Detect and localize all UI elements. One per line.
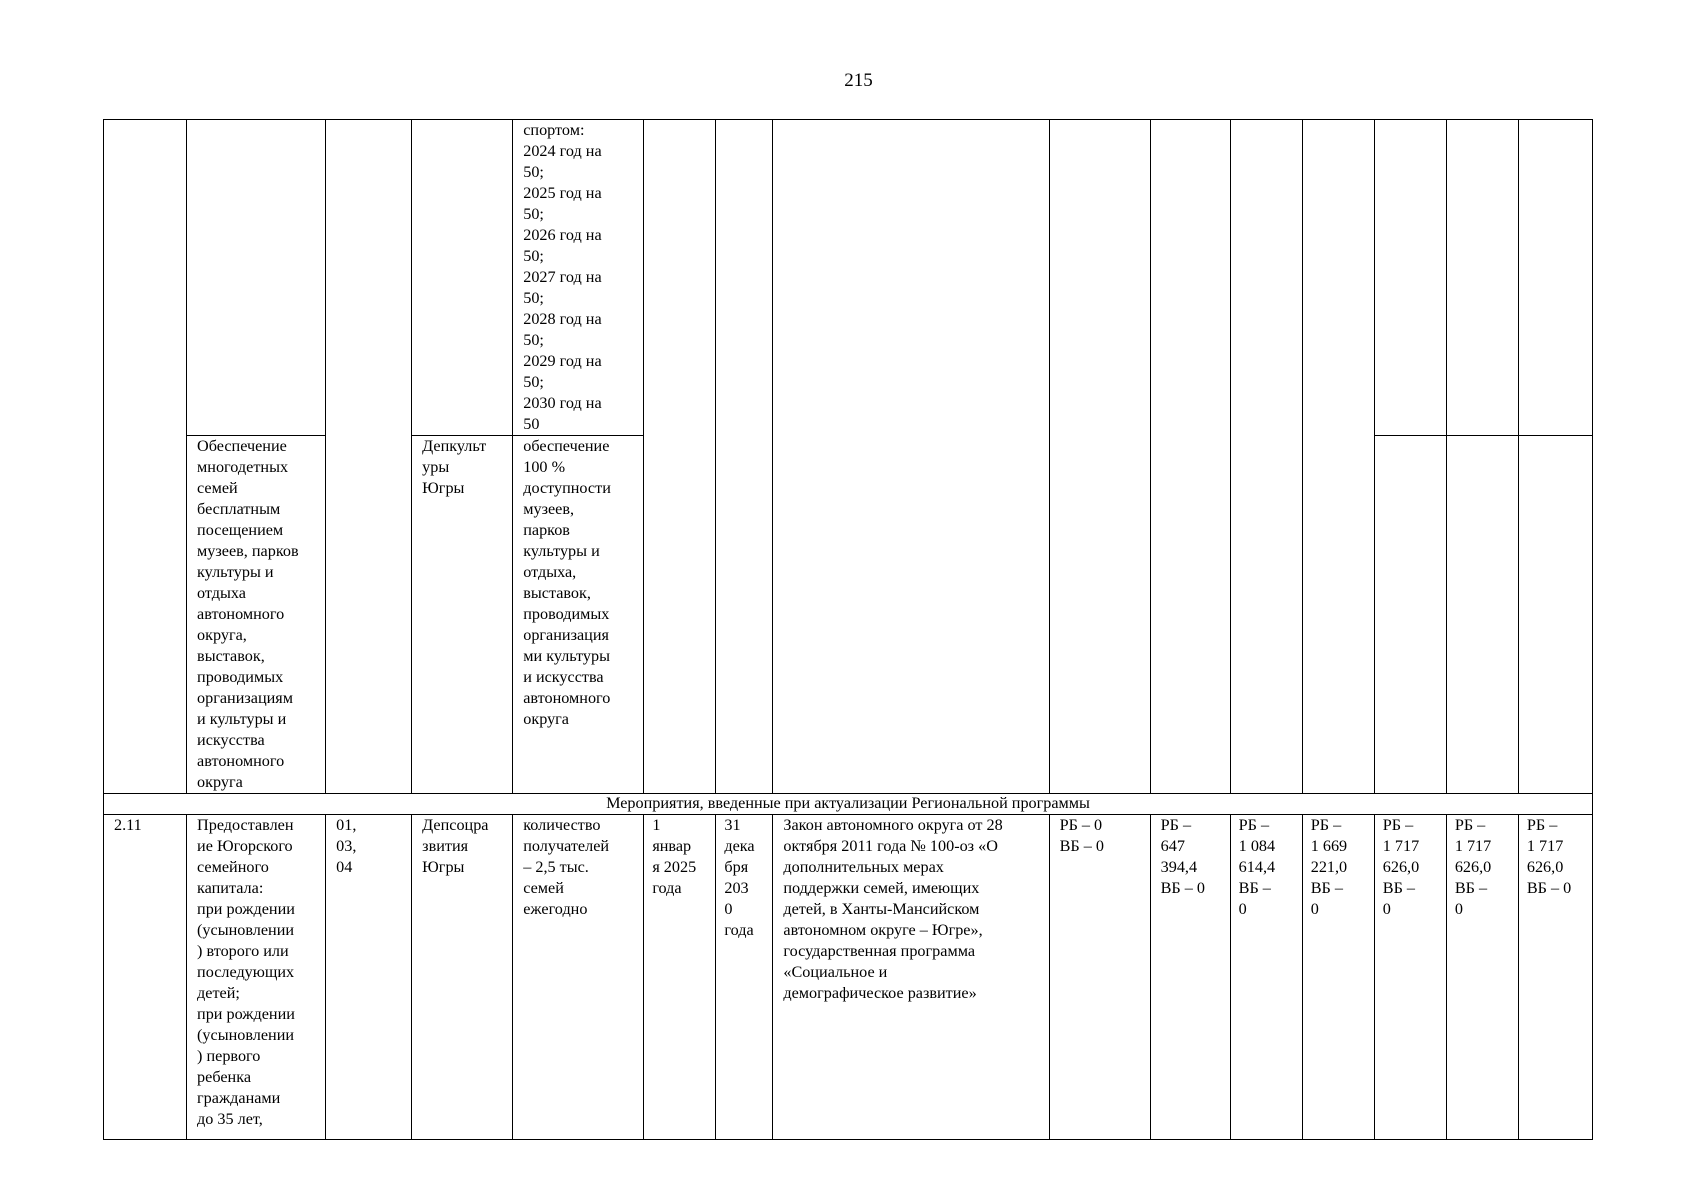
cell-2029	[1446, 120, 1518, 436]
cell-2025	[1150, 120, 1230, 794]
cell-total	[1049, 120, 1150, 794]
cell-2027: РБ – 1 669 221,0 ВБ – 0	[1302, 815, 1374, 1140]
table-row-2-11	[104, 815, 1593, 1140]
cell-basis	[773, 120, 1049, 794]
cell-number: 2.11	[104, 815, 187, 1140]
cell-executor: Депсоцра звития Югры	[412, 815, 513, 1140]
cell-2025: РБ – 647 394,4 ВБ – 0	[1150, 815, 1230, 1140]
cell-indicator-continued: спортом: 2024 год на 50; 2025 год на 50; 2026 год на 50; 2027 год на 50; 2028 год на 50; 2029 год на 50; 2030 год на 50	[513, 120, 644, 436]
cell-2030: РБ – 1 717 626,0 ВБ – 0	[1518, 815, 1592, 1140]
cell-indicator: обеспечение 100 % доступности музеев, парков культуры и отдыха, выставок, проводимых организация ми культуры и искусства автономного округа	[513, 436, 644, 794]
measures-table	[103, 119, 1593, 1140]
cell-indicator: количество получателей – 2,5 тыс. семей ежегодно	[513, 815, 644, 1140]
cell-name	[187, 120, 326, 436]
cell-end: 31 дека бря 203 0 года	[716, 815, 773, 1140]
cell-2026	[1230, 120, 1302, 794]
cell-start: 1 январ я 2025 года	[644, 815, 716, 1140]
cell-2027	[1302, 120, 1374, 794]
cell-total: РБ – 0 ВБ – 0	[1049, 815, 1150, 1140]
cell-2028	[1374, 436, 1446, 794]
table-row-continued	[104, 120, 1593, 436]
cell-codes	[326, 120, 412, 794]
cell-codes: 01, 03, 04	[326, 815, 412, 1140]
cell-basis: Закон автономного округа от 28 октября 2011 года № 100-оз «О дополнительных мерах поддержки семей, имеющих детей, в Ханты-Мансийском автономном округе – Югре», государственная программа «Социальное и демографическое развитие»	[773, 815, 1049, 1140]
cell-2026: РБ – 1 084 614,4 ВБ – 0	[1230, 815, 1302, 1140]
cell-2030	[1518, 436, 1592, 794]
cell-2029: РБ – 1 717 626,0 ВБ – 0	[1446, 815, 1518, 1140]
cell-2029	[1446, 436, 1518, 794]
cell-2030	[1518, 120, 1592, 436]
cell-name: Обеспечение многодетных семей бесплатным посещением музеев, парков культуры и отдыха автономного округа, выставок, проводимых организациям и культуры и искусства автономного округа	[187, 436, 326, 794]
cell-number	[104, 120, 187, 794]
cell-executor	[412, 120, 513, 436]
section-title: Мероприятия, введенные при актуализации Региональной программы	[104, 794, 1593, 815]
cell-name: Предоставлен ие Югорского семейного капитала: при рождении (усыновлении ) второго или последующих детей; при рождении (усыновлении ) первого ребенка гражданами до 35 лет,	[187, 815, 326, 1140]
page-number: 215	[844, 70, 873, 91]
cell-start	[644, 120, 716, 794]
table-section-row	[104, 794, 1593, 815]
cell-end	[716, 120, 773, 794]
cell-2028	[1374, 120, 1446, 436]
cell-2028: РБ – 1 717 626,0 ВБ – 0	[1374, 815, 1446, 1140]
cell-executor: Депкульт уры Югры	[412, 436, 513, 794]
